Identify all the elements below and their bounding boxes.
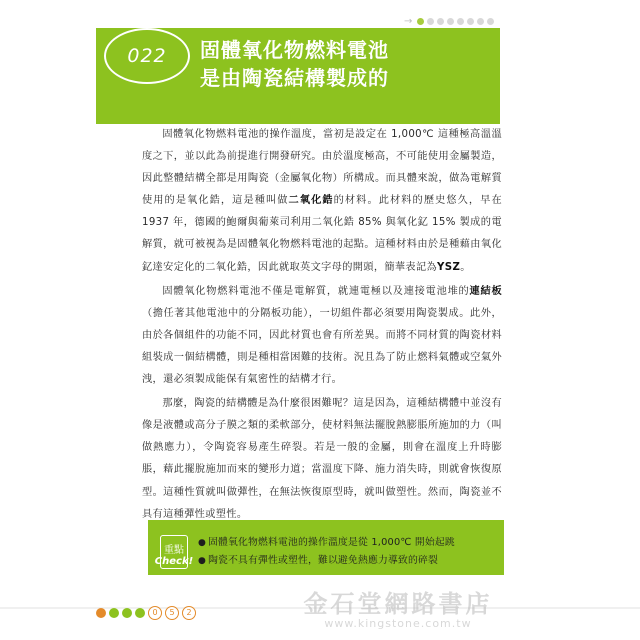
watermark [238,590,558,630]
progress-dot [427,18,434,25]
page-dot [109,608,119,618]
bold-term: YSZ [437,261,461,273]
page-dot [96,608,106,618]
text-run: 的材料。此材料的歷史悠久，早在 1937 年，德國的鮑爾與葡萊司利用二氧化鋯 85% 與氧化釔 15% 製成的電解質，就可被視為是固體氧化物燃料電池的起點。這種材料由於是種藉由氧化釔達安定化的二氧化鋯，因此就取英文字母的開頭，簡華表記為 [142,195,502,273]
chapter-number: 022 [104,28,190,84]
paragraph-3: 那麼，陶瓷的結構體是為什麼很困難呢？這是因為，這種結構體中並沒有像是液體或高分子膜之類的柔軟部分，使材料無法擺脫熱膨脹所施加的力（叫做熱應力），令陶瓷容易產生碎裂。若是一般的金屬，則會在溫度上升時膨脹，藉此擺脫施加而來的變形力道；當溫度下降、施力消失時，則就會恢復原型。這種性質就叫做彈性，在無法恢復原型時，就叫做塑性。然而，陶瓷並不具有這種彈性或塑性。 [142,398,502,520]
bullet-icon: ● [198,556,207,566]
paragraph-1 [142,124,502,279]
bold-term: 連結板 [469,285,502,297]
progress-dots [404,16,494,27]
page-dot [122,608,132,618]
page-dot [135,608,145,618]
badge-bottom-label: Check! [154,556,194,567]
progress-dot [447,18,454,25]
key-point-text: 固體氧化物燃料電池的操作溫度是從 1,000℃ 開始起跳 [208,537,455,548]
check-badge [152,531,196,575]
key-point [198,534,498,552]
text-run: （擔任著其他電池中的分隔板功能），一切組件都必須要用陶瓷製成。此外，由於各個組件的功能不同，因此材質也會有所差異。而將不同材質的陶瓷材料組裝成一個結構體，則是種相當困難的技術。況且為了防止燃料氣體或空氣外洩，還必須製成能保有氣密性的結構才行。 [142,307,502,386]
badge-top-label: 重點 [164,545,184,556]
page-digit: 0 [148,606,162,620]
progress-dot [487,18,494,25]
progress-dot [467,18,474,25]
bold-term: 二氧化鋯 [288,195,334,207]
page-digit: 2 [182,606,196,620]
bullet-icon: ● [198,538,207,548]
text-run: 。 [460,261,471,273]
key-point-text: 陶瓷不具有彈性或塑性，難以避免熱應力導致的碎裂 [208,555,438,566]
key-points-list [198,534,498,570]
arrow-right-icon: → [404,16,413,27]
paragraph-2 [142,281,502,391]
key-point [198,552,498,570]
progress-dot [457,18,464,25]
text-run: 固體氧化物燃料電池的操作溫度，當初是設定在 1,000℃ 這種極高溫溫度之下，並以此為前提進行開發研究。由於溫度極高，不可能使用金屬製造，因此整體結構全都是用陶瓷（金屬氧化物）所構成。而具體來說，做為電解質使用的是氧化鋯，這是種叫做 [142,129,502,207]
title-line-1: 固體氧化物燃料電池 [200,38,389,62]
progress-dot [477,18,484,25]
text-run: 固體氧化物燃料電池不僅是電解質，就連電極以及連接電池堆的 [162,285,470,297]
page-digit: 5 [165,606,179,620]
progress-dot [437,18,444,25]
watermark-name: 金石堂網路書店 [303,589,493,618]
title-line-2: 是由陶瓷結構製成的 [200,66,389,90]
page-title [200,36,490,92]
clipboard-icon [160,535,188,569]
body-text [142,124,502,528]
page-number [96,606,196,620]
progress-dot [417,18,424,25]
watermark-url: www.kingstone.com.tw [324,617,472,630]
